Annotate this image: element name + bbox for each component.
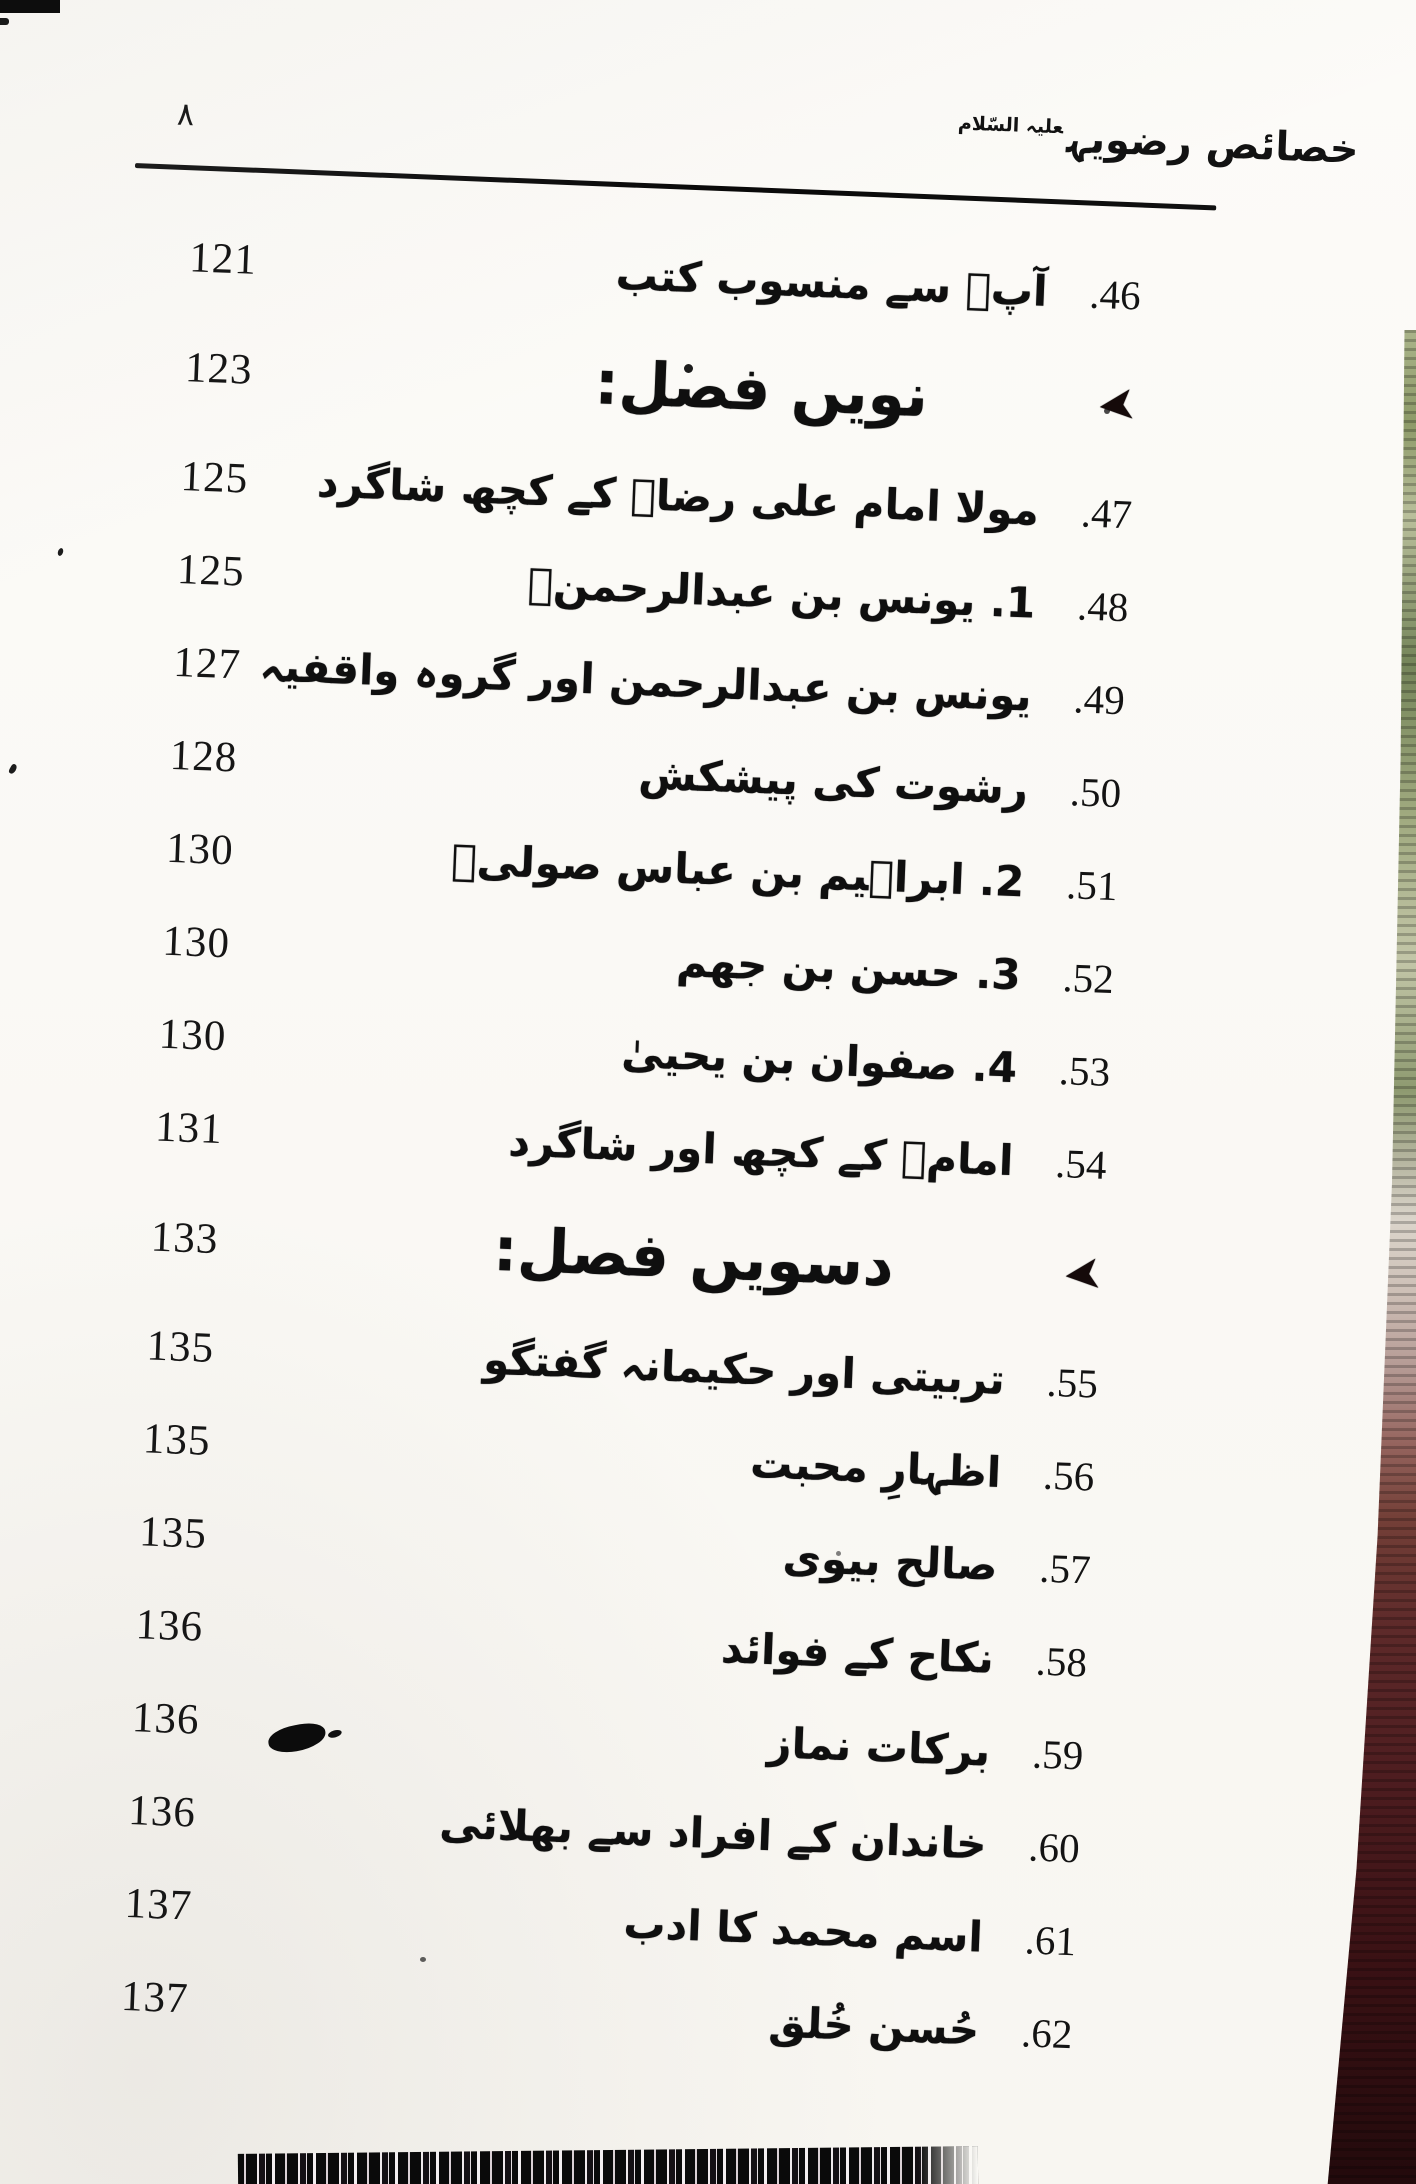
page-number: 128 — [168, 731, 239, 782]
entry-title: مولا امام علی رضاؑ کے کچھ شاگرد — [316, 457, 1040, 535]
entry-serial-number: 56. — [1042, 1451, 1096, 1500]
running-header — [59, 76, 1360, 173]
page-number: 130 — [158, 1010, 228, 1061]
scan-corner-mark-small — [0, 18, 9, 25]
entry-title-group — [508, 1116, 1108, 1188]
page-number: 127 — [172, 638, 242, 689]
chapter-heading-title: نویں فصل: — [593, 348, 930, 432]
page-number: 136 — [134, 1601, 205, 1651]
entry-title-group — [259, 641, 1126, 724]
entry-title-group — [768, 1997, 1074, 2058]
chapter-arrow-icon: ➤ — [1095, 374, 1140, 433]
page-number: 135 — [142, 1415, 212, 1465]
entry-serial-number: 48. — [1076, 581, 1130, 630]
entry-title: اظہارِ محبت — [749, 1438, 1003, 1497]
page-number: 130 — [165, 824, 235, 875]
entry-title-group — [316, 457, 1133, 538]
honorific-mark: علیہ السّلام — [957, 112, 1064, 139]
entry-title: خاندان کے افراد سے بھلائی — [438, 1798, 988, 1869]
entry-serial-number: 53. — [1058, 1046, 1112, 1095]
folio-number: ۸ — [176, 94, 196, 134]
entry-title: یونس بن عبدالرحمن اور گروہ واقفیہ — [258, 641, 1033, 721]
entry-title: حُسن خُلق — [767, 1997, 981, 2055]
entry-title-group — [638, 749, 1122, 817]
entry-serial-number: 49. — [1072, 674, 1126, 723]
header-rule — [135, 163, 1216, 210]
chapter-arrow-icon: ➤ — [1061, 1244, 1105, 1302]
entry-title-group — [483, 1335, 1099, 1408]
entry-title: 1. یونس بن عبدالرحمنؒ — [527, 558, 1037, 628]
entry-serial-number: 59. — [1031, 1729, 1085, 1778]
page-number: 130 — [161, 917, 231, 968]
entry-title-group — [767, 1718, 1085, 1779]
entry-serial-number: 55. — [1045, 1358, 1099, 1407]
page-number: 125 — [179, 453, 250, 503]
page-number: 137 — [123, 1879, 194, 1930]
entry-title-group — [451, 835, 1119, 910]
book-title: خصائص رضویہ — [1065, 115, 1360, 174]
entry-title-group — [720, 1623, 1088, 1686]
page-number: 135 — [145, 1322, 216, 1373]
entry-serial-number: 51. — [1065, 860, 1119, 909]
entry-title-group — [782, 1533, 1092, 1594]
entry-serial-number: 60. — [1027, 1822, 1081, 1871]
entry-title-group — [492, 1215, 1104, 1309]
entry-title: برکات نماز — [766, 1718, 992, 1776]
page-number: 123 — [184, 343, 254, 394]
entry-title: 3. حسن بن جھم — [675, 936, 1022, 1000]
entry-serial-number: 50. — [1069, 767, 1123, 816]
page-number: 133 — [150, 1212, 220, 1263]
page-number: 136 — [127, 1787, 197, 1837]
entry-title: نکاح کے فوائد — [720, 1623, 995, 1683]
page-number: 136 — [131, 1694, 201, 1744]
entry-title-group — [623, 1899, 1077, 1966]
entry-serial-number: 61. — [1023, 1915, 1077, 1964]
entry-serial-number: 46. — [1088, 270, 1142, 319]
barcode-fragment — [238, 2146, 978, 2184]
entry-title-group — [527, 559, 1129, 632]
entry-serial-number: 62. — [1020, 2008, 1074, 2057]
entry-title: رشوت کی پیشکش — [637, 749, 1029, 814]
table-of-contents — [11, 207, 1354, 2089]
page-number: 137 — [120, 1972, 190, 2023]
entry-title-group — [615, 250, 1142, 320]
entry-title-group — [676, 937, 1115, 1003]
entry-serial-number: 54. — [1054, 1139, 1108, 1188]
page-number: 125 — [176, 545, 246, 596]
page-number: 135 — [138, 1508, 208, 1558]
scan-corner-mark — [0, 0, 60, 13]
page-number: 131 — [154, 1103, 224, 1154]
page-number: 121 — [188, 234, 258, 284]
entry-serial-number: 58. — [1034, 1637, 1088, 1686]
ink-speck — [57, 547, 64, 556]
entry-title-group — [439, 1798, 1081, 1872]
entry-title-group — [749, 1438, 1095, 1500]
entry-title: صالح بیوی — [781, 1532, 999, 1590]
entry-title: آپؑ سے منسوب کتب — [614, 249, 1049, 316]
entry-title-group — [621, 1028, 1111, 1096]
ink-speck — [8, 763, 18, 775]
entry-title: امامؑ کے کچھ اور شاگرد — [507, 1116, 1015, 1186]
chapter-heading-title: دسویں فصل: — [492, 1214, 896, 1301]
entry-serial-number: 52. — [1061, 953, 1115, 1002]
entry-serial-number: 57. — [1038, 1544, 1092, 1593]
entry-title-group — [593, 348, 1140, 439]
page-content — [60, 88, 1360, 2057]
entry-title: اسم محمد کا ادب — [622, 1898, 984, 1962]
entry-title: 4. صفوان بن یحییٰ — [620, 1027, 1018, 1093]
entry-title: تربیتی اور حکیمانہ گفتگو — [482, 1334, 1006, 1405]
entry-title: 2. ابراہیم بن عباس صولیؒ — [450, 834, 1026, 907]
entry-serial-number: 47. — [1079, 488, 1134, 537]
